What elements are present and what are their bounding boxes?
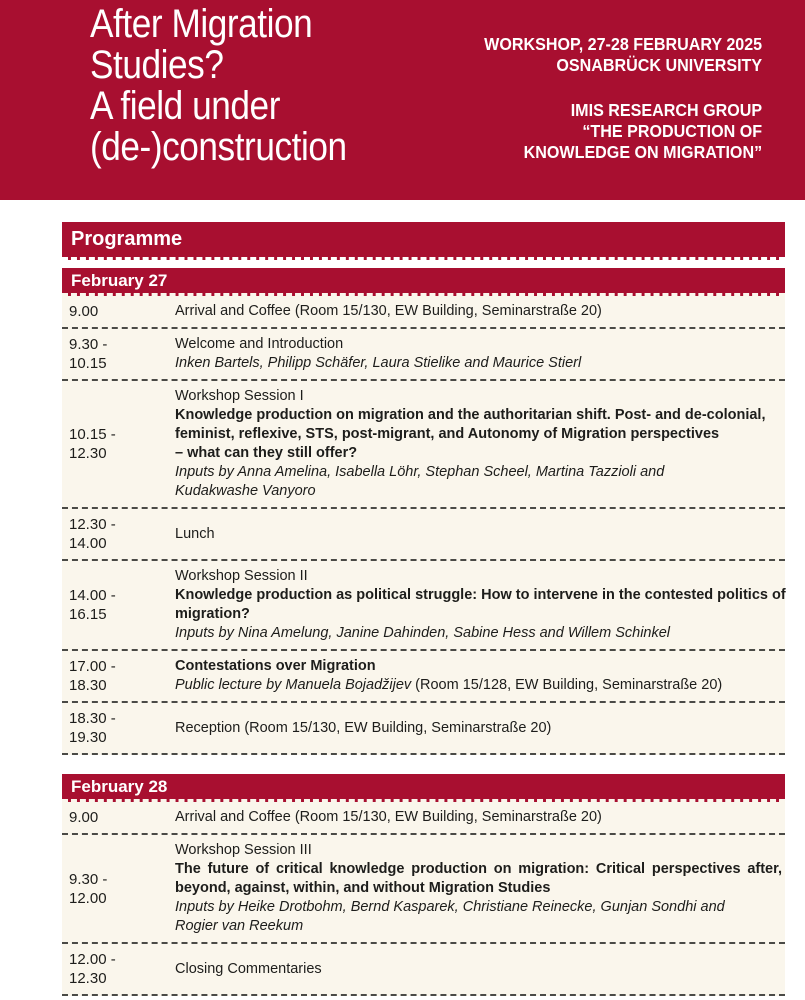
event-speakers: Inputs by Anna Amelina, Isabella Löhr, Stephan Scheel, Martina Tazzioli and (175, 464, 665, 480)
time-cell (62, 515, 175, 553)
date-bar (62, 774, 785, 802)
event-cell (175, 960, 785, 979)
schedule-rows (62, 802, 785, 996)
poster-title-line: A field under (90, 84, 280, 128)
schedule-rows (62, 296, 785, 755)
session-title: Knowledge production as political struggle: How to intervene in the contested politics of (175, 587, 786, 603)
time-line: 18.30 - (69, 710, 116, 727)
section-february-28 (62, 774, 785, 996)
programme-heading: Programme (71, 228, 183, 250)
date-bar (62, 268, 785, 296)
time-cell (62, 709, 175, 747)
date-label: February 27 (71, 270, 168, 290)
event-cell (175, 302, 785, 321)
event-speakers: Rogier van Reekum (175, 918, 304, 934)
time-line: 12.00 - (69, 951, 116, 968)
session-label: Workshop Session III (175, 842, 312, 858)
poster-title-line: (de-)construction (90, 125, 347, 169)
time-cell (62, 950, 175, 988)
time-cell (62, 302, 175, 321)
event-cell (175, 525, 785, 544)
event-text: Arrival and Coffee (Room 15/130, EW Building, Seminarstraße 20) (175, 809, 602, 825)
schedule-row-public-lecture (62, 649, 785, 701)
research-group-line: IMIS RESEARCH GROUP (570, 100, 762, 120)
event-cell (175, 841, 785, 936)
event-text: Arrival and Coffee (Room 15/130, EW Building, Seminarstraße 20) (175, 303, 602, 319)
event-text: Reception (Room 15/130, EW Building, Seminarstraße 20) (175, 719, 552, 736)
header-banner (0, 0, 805, 200)
time-line: 10.15 (69, 355, 107, 372)
session-title: – what can they still offer? (175, 445, 358, 461)
time-line: 9.30 - (69, 336, 108, 353)
schedule-row-reception (62, 701, 785, 753)
time-cell (62, 870, 175, 908)
banner-info (484, 34, 762, 163)
session-title: The future of critical knowledge production on migration: Critical perspectives after, (175, 861, 782, 877)
time-line: 9.30 - (69, 870, 108, 888)
research-group-info (484, 100, 762, 163)
lecture-location: (Room 15/128, EW Building, Seminarstraße 20) (411, 677, 723, 693)
schedule-row-session-2 (62, 559, 785, 649)
event-text: Welcome and Introduction (175, 336, 344, 352)
session-title: feminist, reflexive, STS, post-migrant, and Autonomy of Migration perspectives (175, 426, 720, 442)
research-group-line: KNOWLEDGE ON MIGRATION” (523, 142, 762, 162)
event-cell (175, 387, 785, 501)
section-february-27 (62, 268, 785, 755)
event-speakers: Inputs by Nina Amelung, Janine Dahinden, Sabine Hess and Willem Schinkel (175, 625, 671, 641)
event-detail (175, 676, 782, 695)
time-line: 12.30 (69, 970, 107, 987)
research-group-line: “THE PRODUCTION OF (582, 121, 762, 141)
event-text: Closing Commentaries (175, 960, 322, 977)
time-line: 12.30 (69, 445, 107, 462)
event-title: Contestations over Migration (175, 658, 376, 674)
event-speakers: Kudakwashe Vanyoro (175, 483, 316, 499)
workshop-info (484, 34, 762, 76)
time-line: 10.15 - (69, 426, 116, 443)
time-line: 19.30 (69, 729, 107, 746)
event-cell (175, 808, 785, 827)
session-label: Workshop Session I (175, 388, 304, 404)
event-text: Lunch (175, 525, 215, 542)
programme-heading-bar (62, 222, 785, 260)
time-line: 17.00 - (69, 658, 116, 675)
event-speakers: Inken Bartels, Philipp Schäfer, Laura Stielike and Maurice Stierl (175, 355, 582, 371)
schedule-row-closing (62, 942, 785, 994)
poster-title (90, 4, 347, 168)
schedule-row-arrival (62, 296, 785, 327)
event-cell (175, 657, 785, 695)
event-cell (175, 719, 785, 738)
workshop-university-line: OSNABRÜCK UNIVERSITY (556, 55, 762, 75)
time-cell (62, 335, 175, 373)
schedule-row-welcome (62, 327, 785, 379)
time-line: 14.00 (69, 535, 107, 552)
poster-title-line: Studies? (90, 43, 224, 87)
schedule-row-session-1 (62, 379, 785, 507)
time-cell (62, 586, 175, 624)
session-title: migration? (175, 606, 250, 622)
time-line: 9.00 (69, 809, 99, 826)
event-cell (175, 335, 785, 373)
session-title: Knowledge production on migration and the authoritarian shift. Post- and de-colonial, (175, 407, 766, 423)
lecture-byline: Public lecture by Manuela Bojadžijev (175, 677, 412, 693)
workshop-date-line: WORKSHOP, 27-28 FEBRUARY 2025 (484, 34, 762, 54)
schedule-row-arrival (62, 802, 785, 833)
date-label: February 28 (71, 776, 168, 796)
time-line: 18.30 (69, 677, 107, 694)
time-line: 12.00 (69, 889, 107, 907)
session-label: Workshop Session II (175, 568, 308, 584)
time-line: 9.00 (69, 303, 99, 320)
time-cell (62, 657, 175, 695)
time-cell (62, 425, 175, 463)
programme-content (62, 222, 785, 996)
poster-title-line: After Migration (90, 2, 313, 46)
time-line: 12.30 - (69, 516, 116, 533)
schedule-row-lunch (62, 507, 785, 559)
schedule-row-session-3 (62, 833, 785, 942)
event-speakers: Inputs by Heike Drotbohm, Bernd Kasparek, Christiane Reinecke, Gunjan Sondhi and (175, 899, 725, 915)
session-title: beyond, against, within, and without Migration Studies (175, 880, 551, 896)
time-cell (62, 808, 175, 827)
time-line: 16.15 (69, 606, 107, 623)
time-line: 14.00 - (69, 587, 116, 604)
event-cell (175, 567, 785, 643)
